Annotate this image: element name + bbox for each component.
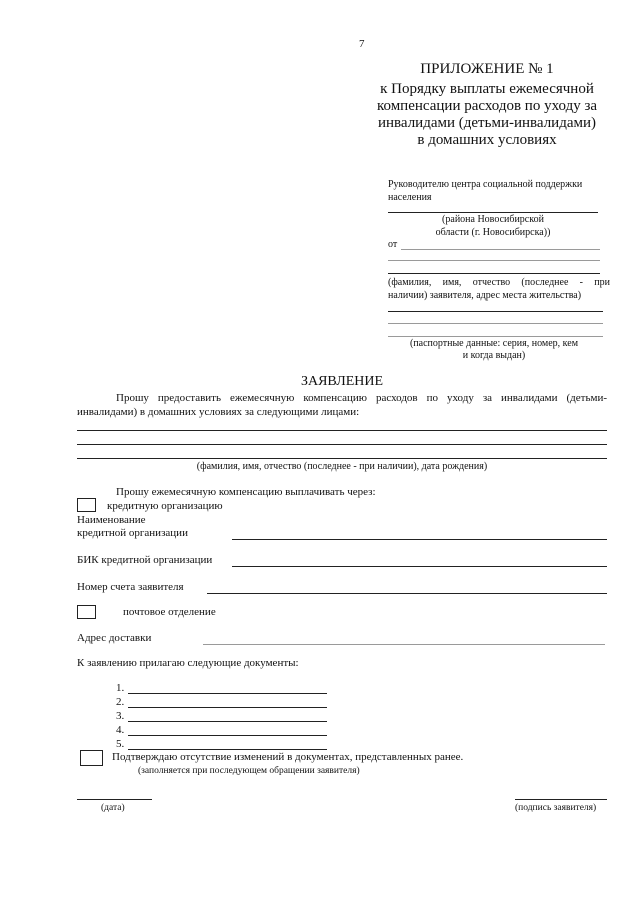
- passport-field-line1[interactable]: [388, 311, 603, 312]
- applicant-name-field-line[interactable]: [401, 249, 600, 250]
- request-line2: инвалидами) в домашних условиях за следующими лицами:: [77, 406, 360, 418]
- appendix-subtitle-line4: в домашних условиях: [417, 132, 557, 148]
- bank-option-label: кредитную организацию: [107, 500, 223, 512]
- bank-name-field-line[interactable]: [232, 539, 607, 540]
- account-label: Номер счета заявителя: [77, 581, 184, 593]
- bank-name-label-line1: Наименование: [77, 514, 146, 526]
- passport-hint-line2: и когда выдан): [462, 350, 526, 361]
- confirmation-hint: (заполняется при последующем обращении заявителя): [138, 766, 360, 776]
- date-label: (дата): [101, 803, 125, 813]
- district-field-line[interactable]: [388, 212, 598, 213]
- passport-field-line3[interactable]: [388, 336, 603, 337]
- page-number: 7: [359, 38, 365, 50]
- district-hint-line1: (района Новосибирской: [442, 214, 544, 225]
- document-item-number: 3.: [116, 710, 125, 722]
- persons-hint: (фамилия, имя, отчество (последнее - при наличии), дата рождения): [196, 461, 488, 472]
- addressee-line2: населения: [388, 192, 432, 203]
- applicant-field-line2[interactable]: [388, 260, 600, 261]
- addressee-line1: Руководителю центра социальной поддержки: [388, 179, 583, 190]
- bik-label: БИК кредитной организации: [77, 554, 213, 566]
- from-label: от: [388, 239, 398, 250]
- appendix-subtitle-line3: инвалидами (детьми-инвалидами): [377, 115, 597, 131]
- passport-field-line2[interactable]: [388, 323, 603, 324]
- post-option-checkbox[interactable]: [77, 605, 96, 619]
- applicant-hint-line2: наличии) заявителя, адрес места жительства): [388, 290, 582, 301]
- persons-field-line3[interactable]: [77, 458, 607, 459]
- document-item-field-line[interactable]: [128, 707, 327, 708]
- passport-hint-line1: (паспортные данные: серия, номер, кем: [409, 338, 579, 349]
- bik-field-line[interactable]: [232, 566, 607, 567]
- document-item-number: 1.: [116, 682, 125, 694]
- persons-field-line1[interactable]: [77, 430, 607, 431]
- confirmation-text: Подтверждаю отсутствие изменений в документах, представленных ранее.: [112, 751, 464, 763]
- applicant-field-line3[interactable]: [388, 273, 600, 274]
- document-item-number: 4.: [116, 724, 125, 736]
- date-field-line[interactable]: [77, 799, 152, 800]
- document-item-number: 2.: [116, 696, 125, 708]
- district-hint-line2: области (г. Новосибирска)): [435, 227, 551, 238]
- signature-label: (подпись заявителя): [515, 803, 597, 813]
- signature-field-line[interactable]: [515, 799, 607, 800]
- applicant-hint-line1: (фамилия, имя, отчество (последнее - при: [388, 277, 610, 288]
- document-item-field-line[interactable]: [128, 693, 327, 694]
- appendix-subtitle-line2: компенсации расходов по уходу за: [376, 98, 598, 114]
- document-item-field-line[interactable]: [128, 749, 327, 750]
- delivery-address-label: Адрес доставки: [77, 632, 152, 644]
- payment-intro: Прошу ежемесячную компенсацию выплачивать через:: [116, 486, 376, 498]
- document-item-field-line[interactable]: [128, 735, 327, 736]
- delivery-address-field-line[interactable]: [203, 644, 605, 645]
- account-field-line[interactable]: [207, 593, 607, 594]
- appendix-title: ПРИЛОЖЕНИЕ № 1: [420, 61, 554, 77]
- documents-intro: К заявлению прилагаю следующие документы:: [77, 657, 299, 669]
- request-line1: Прошу предоставить ежемесячную компенсацию расходов по уходу за инвалидами (детьми-: [116, 392, 607, 404]
- post-option-label: почтовое отделение: [123, 606, 216, 618]
- confirmation-checkbox[interactable]: [80, 750, 103, 766]
- statement-title: ЗАЯВЛЕНИЕ: [300, 374, 384, 389]
- persons-field-line2[interactable]: [77, 444, 607, 445]
- document-item-number: 5.: [116, 738, 125, 750]
- bank-option-checkbox[interactable]: [77, 498, 96, 512]
- document-item-field-line[interactable]: [128, 721, 327, 722]
- appendix-subtitle-line1: к Порядку выплаты ежемесячной: [380, 81, 594, 97]
- bank-name-label-line2: кредитной организации: [77, 527, 188, 539]
